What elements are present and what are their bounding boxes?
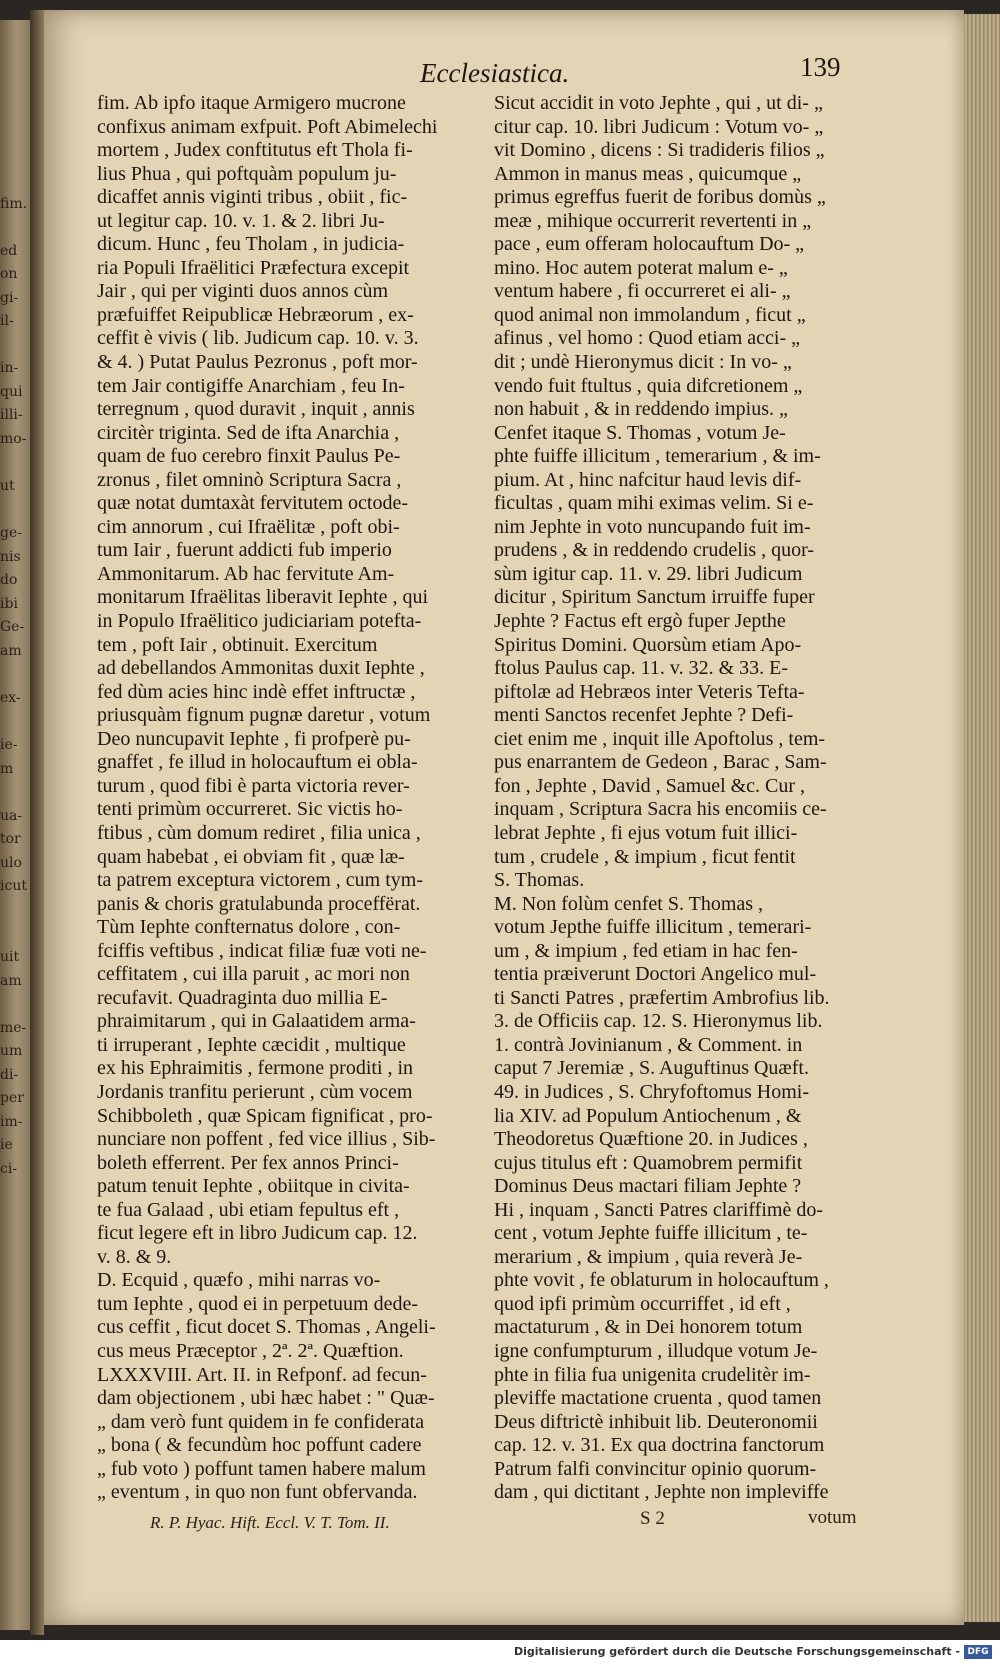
left-column-line: quam de fuo cerebro finxit Paulus Pe- [97, 445, 401, 468]
page-stack-edge [964, 14, 1000, 1622]
right-column-line: dicitur , Spiritum Sanctum irruiffe fuper [494, 586, 815, 609]
left-column-line: confixus animam exfpuit. Poft Abimelechi [97, 115, 438, 138]
left-column-line: & 4. ) Putat Paulus Pezronus , poft mor- [97, 351, 418, 374]
left-column-line: mortem , Judex conftitutus eft Thola fi- [97, 139, 413, 162]
running-head: Ecclesiastica. [420, 58, 570, 88]
left-column-line: D. Ecquid , quæfo , mihi narras vo- [97, 1269, 381, 1292]
left-column-line: boleth efferrent. Per fex annos Princi- [97, 1151, 399, 1174]
left-column-line: quam habebat , ei obviam fit , quæ læ- [97, 845, 405, 868]
opposite-page-fragment: fim. [0, 195, 28, 212]
opposite-page-fragment [0, 170, 28, 194]
opposite-page-fragment [0, 335, 28, 359]
catchword: votum [808, 1507, 857, 1528]
opposite-page-fragment [0, 924, 28, 948]
right-column-line: afinus , vel homo : Quod etiam acci- „ [494, 327, 801, 350]
left-column-line: Jordanis tranfitu perierunt , cùm vocem [97, 1080, 413, 1103]
left-column-line: tum Iephte , quod ei in perpetuum dede- [97, 1292, 419, 1315]
right-column-line: pace , eum offeram holocauftum Do- „ [494, 233, 805, 256]
right-column-line: caput 7 Jeremiæ , S. Auguftinus Quæft. [494, 1057, 809, 1080]
opposite-page-edge [0, 20, 30, 1630]
opposite-page-fragment: il- [0, 313, 14, 330]
left-column-line: tum Iair , fuerunt addicti fub imperio [97, 539, 392, 562]
right-column-line: phte vovit , fe oblaturum in holocauftum , [494, 1269, 829, 1292]
left-column-line: tem , poft Iair , obtinuit. Exercitum [97, 633, 378, 656]
left-column-line: ficut legere eft in libro Judicum cap. 12. [97, 1222, 418, 1245]
opposite-page-fragment [0, 994, 28, 1018]
right-column-line: M. Non folùm cenfet S. Thomas , [494, 892, 764, 915]
left-column-line: ria Populi Ifraëlitici Præfectura excepit [97, 256, 410, 279]
opposite-page-fragment: um [0, 1043, 23, 1060]
right-column-line: citur cap. 10. libri Judicum : Votum vo- „ [494, 115, 824, 138]
left-column-line: monitarum Ifraëlitas liberavit Iephte , qui [97, 586, 428, 609]
page-number: 139 [800, 52, 841, 82]
left-text-column [97, 92, 472, 1505]
left-column-line: zronus , filet omninò Scriptura Sacra , [97, 468, 402, 491]
right-column-line: prudens , & in reddendo crudelis , quor- [494, 539, 815, 562]
opposite-page-fragment: ua- [0, 807, 23, 824]
right-column-line: Hi , inquam , Sancti Patres clariffimè do- [494, 1198, 823, 1221]
left-column-line: Jair , qui per viginti duos annos cùm [97, 280, 389, 303]
left-column-line: fim. Ab ipfo itaque Armigero mucrone [97, 92, 406, 114]
left-column-line: ad debellandos Ammonitas duxit Iephte , [97, 657, 425, 680]
right-column-line: mactaturum , & in Dei honorem totum [494, 1316, 803, 1339]
opposite-page-fragment: am [0, 642, 22, 659]
opposite-page-fragment [0, 453, 28, 477]
right-column-line: mino. Hoc autem poterat malum e- „ [494, 256, 788, 279]
left-column-line: patum tenuit Iephte , obiitque in civita- [97, 1175, 410, 1198]
right-column-line: tentia præiverunt Doctori Angelico mul- [494, 963, 817, 986]
opposite-page-fragment [0, 900, 28, 924]
right-column-line: Dominus Deus mactari filiam Jephte ? [494, 1175, 802, 1198]
opposite-page-fragment: ex- [0, 690, 21, 707]
right-column-line: quod animal non immolandum , ficut „ [494, 303, 806, 326]
left-column-line: Ammonitarum. Ab hac fervitute Am- [97, 562, 395, 585]
left-column-line: „ fub voto ) poffunt tamen habere malum [97, 1457, 426, 1480]
digitization-footer [0, 1640, 1000, 1666]
opposite-page-fragment: in- [0, 360, 19, 377]
right-column-line: menti Sanctos recenfet Jephte ? Defi- [494, 704, 794, 727]
opposite-page-fragment: mo- [0, 431, 27, 448]
left-column-line: tenti primùm occurreret. Sic victis ho- [97, 798, 403, 821]
left-column-line: cim annorum , cui Ifraëlitæ , poft obi- [97, 515, 400, 538]
opposite-page-fragment [0, 712, 28, 736]
opposite-page-fragment: ibi [0, 595, 18, 612]
right-column-line: cujus titulus eft : Quamobrem permifit [494, 1151, 803, 1174]
right-column-line: phte fuiffe illicitum , temerarium , & im- [494, 445, 821, 468]
opposite-page-fragment: ut [0, 478, 15, 495]
left-column-line: gnaffet , fe illud in holocauftum ei obla- [97, 751, 418, 774]
signature-mark: S 2 [640, 1508, 665, 1529]
right-column-line: Spiritus Domini. Quorsùm etiam Apo- [494, 633, 802, 656]
right-column-line: Ammon in manus meas , quicumque „ [494, 162, 802, 185]
right-column-line: ciet enim me , inquit ille Apoftolus , tem- [494, 727, 826, 750]
opposite-page-fragment: on [0, 266, 18, 283]
opposite-page-fragment: ulo [0, 854, 22, 871]
right-column-line: tum , crudele , & impium , ficut fentit [494, 845, 796, 868]
opposite-page-fragment [0, 782, 28, 806]
left-column-line: „ eventum , in quo non funt obfervanda. [97, 1481, 418, 1504]
left-column-line: ut legitur cap. 10. v. 1. & 2. libri Ju- [97, 209, 385, 232]
right-column-line: cent , votum Jephte fuiffe illicitum , te- [494, 1222, 808, 1245]
opposite-page-fragment: gi- [0, 289, 19, 306]
right-column-line: lia XIV. ad Populum Antiochenum , & [494, 1104, 802, 1127]
opposite-page-fragment: ed [0, 242, 18, 259]
opposite-page-fragment: m [0, 760, 14, 777]
right-column-line: ti Sancti Patres , præfertim Ambrofius lib. [494, 986, 830, 1009]
right-column-line: phte in filia fua unigenita crudelitèr im- [494, 1363, 811, 1386]
left-column-line: ta patrem exceptura victorem , cum tym- [97, 869, 423, 892]
right-column-line: votum Jepthe fuiffe illicitum , temerari- [494, 916, 812, 939]
right-column-line: Jephte ? Factus eft ergò fuper Jepthe [494, 610, 786, 633]
right-column-line: cap. 12. v. 31. Ex qua doctrina fanctorum [494, 1434, 825, 1457]
left-column-line: nunciare non poffent , fed vice illius , Sib- [97, 1128, 436, 1151]
opposite-page-text-fragments [0, 170, 28, 1270]
left-column-line: tem Jair contigiffe Anarchiam , feu In- [97, 374, 405, 397]
left-column-line: Deo nuncupavit Iephte , fi profperè pu- [97, 727, 411, 750]
book-gutter [30, 10, 44, 1635]
left-column-line: dam objectionem , ubi hæc habet : " Quæ- [97, 1387, 435, 1410]
opposite-page-fragment: do [0, 572, 18, 589]
left-column-line: ceffitatem , cui illa paruit , ac mori non [97, 963, 410, 986]
right-column-line: fon , Jephte , David , Samuel &c. Cur , [494, 774, 806, 797]
left-column-line: ceffit è vivis ( lib. Judicum cap. 10. v. 3. [97, 327, 419, 350]
opposite-page-fragment: am [0, 972, 22, 989]
opposite-page-fragment: illi- [0, 407, 23, 424]
opposite-page-fragment [0, 664, 28, 688]
opposite-page-fragment: icut [0, 878, 27, 895]
left-column-line: phraimitarum , qui in Galaatidem arma- [97, 1010, 416, 1033]
opposite-page-fragment: ie [0, 1137, 13, 1154]
opposite-page-fragment: tor [0, 831, 21, 848]
opposite-page-fragment [0, 217, 28, 241]
right-column-line: non habuit , & in reddendo impius. „ [494, 398, 788, 421]
footer-credit-text: Digitalisierung gefördert durch die Deutsche Forschungsgemeinschaft - [513, 1645, 960, 1658]
right-column-line: vendo fuit ftultus , quia difcretionem „ [494, 374, 803, 397]
right-column-line: Sicut accidit in voto Jephte , qui , ut di- „ [494, 92, 823, 114]
left-column-line: circitèr triginta. Sed de ifta Anarchia , [97, 421, 400, 444]
left-column-line: cus ceffit , ficut docet S. Thomas , Angeli- [97, 1316, 436, 1339]
left-column-line: dicum. Hunc , feu Tholam , in judicia- [97, 233, 405, 256]
opposite-page-fragment: ci- [0, 1160, 18, 1177]
right-column-line: S. Thomas. [494, 869, 585, 892]
right-column-line: nim Jephte in voto nuncupando fuit im- [494, 515, 811, 538]
opposite-page-fragment: me- [0, 1019, 27, 1036]
left-column-line: ex his Ephraimitis , fermone proditi , in [97, 1057, 414, 1080]
left-column-line: te fua Galaad , ubi etiam fepultus eft , [97, 1198, 400, 1221]
left-column-line: fciffis veftibus , indicat filiæ fuæ voti ne- [97, 939, 427, 962]
left-column-line: lius Phua , qui poftquàm populum ju- [97, 162, 397, 185]
opposite-page-fragment [0, 500, 28, 524]
right-column-line: pium. At , hinc nafcitur haud levis dif- [494, 468, 802, 491]
right-column-line: um , & impium , fed etiam in hac fen- [494, 939, 798, 962]
right-column-line: meæ , mihique occurrerit revertenti in „ [494, 209, 812, 232]
left-column-line: recufavit. Quadraginta duo millia E- [97, 986, 388, 1009]
right-text-column [494, 92, 870, 1505]
left-column-line: v. 8. & 9. [97, 1245, 172, 1268]
opposite-page-fragment: uit [0, 949, 20, 966]
left-column-line: dicaffet annis viginti tribus , obiit , fic- [97, 186, 408, 209]
left-column-line: turum , quod fibi è parta victoria rever- [97, 774, 410, 797]
left-column-line: panis & choris gratulabunda proceffërat. [97, 892, 421, 915]
right-column-line: ftolus Paulus cap. 11. v. 32. & 33. E- [494, 657, 789, 680]
right-column-line: dit ; undè Hieronymus dicit : In vo- „ [494, 351, 792, 374]
right-column-line: Patrum falfi convincitur opinio quorum- [494, 1457, 817, 1480]
right-column-line: 3. de Officiis cap. 12. S. Hieronymus lib. [494, 1010, 823, 1033]
opposite-page-fragment: im- [0, 1113, 23, 1130]
opposite-page-fragment: ie- [0, 737, 18, 754]
left-column-line: præfuiffet Reipublicæ Hebræorum , ex- [97, 303, 414, 326]
left-column-line: Tùm Iephte confternatus dolore , con- [97, 916, 401, 939]
opposite-page-fragment: per [0, 1090, 24, 1107]
signature-line: R. P. Hyac. Hift. Eccl. V. T. Tom. II. [150, 1513, 390, 1532]
left-column-line: quæ notat dumtaxàt fervitutem octode- [97, 492, 409, 515]
left-column-line: ftibus , cùm domum rediret , filia unica , [97, 821, 421, 844]
right-column-line: Deus diftrictè inhibuit lib. Deuteronomii [494, 1410, 818, 1433]
right-column-line: piftolæ ad Hebræos inter Veteris Tefta- [494, 680, 805, 703]
left-column-line: LXXXVIII. Art. II. in Refponf. ad fecun- [97, 1363, 427, 1386]
opposite-page-fragment: nis [0, 548, 21, 565]
right-column-line: dam , qui dictitant , Jephte non impleviffe [494, 1481, 829, 1504]
left-column-line: „ bona ( & fecundùm hoc poffunt cadere [97, 1434, 422, 1457]
right-column-line: 1. contrà Jovinianum , & Comment. in [494, 1033, 803, 1056]
right-column-line: ventum habere , fi occurreret ei ali- „ [494, 280, 791, 303]
right-column-line: vit Domino , dicens : Si tradideris filios „ [494, 139, 825, 162]
left-column-line: fed dùm acies hinc indè effet inftructæ , [97, 680, 416, 703]
dfg-logo: DFG [964, 1645, 992, 1659]
right-column-line: igne confumpturum , illudque votum Je- [494, 1339, 818, 1362]
opposite-page-fragment: qui [0, 383, 23, 400]
left-column-line: priusquàm fignum pugnæ daretur , votum [97, 704, 431, 727]
right-column-line: merarium , & impium , quia reverà Je- [494, 1245, 803, 1268]
right-column-line: pleviffe mactatione cruenta , quod tamen [494, 1387, 822, 1410]
opposite-page-fragment: ge- [0, 525, 22, 542]
right-column-line: inquam , Scriptura Sacra his encomiis ce- [494, 798, 827, 821]
left-column-line: ti irruperant , Iephte cæcidit , multique [97, 1033, 406, 1056]
right-column-line: 49. in Judices , S. Chryfoftomus Homi- [494, 1080, 809, 1103]
right-column-line: Cenfet itaque S. Thomas , votum Je- [494, 421, 786, 444]
left-column-line: in Populo Ifraëlitico judiciariam potefta- [97, 610, 422, 633]
left-column-line: terregnum , quod duravit , inquit , annis [97, 398, 415, 421]
right-column-line: primus egreffus fuerit de foribus domùs „ [494, 186, 826, 209]
right-column-line: pus enarrantem de Gedeon , Barac , Sam- [494, 751, 827, 774]
right-column-line: sùm igitur cap. 11. v. 29. libri Judicum [494, 562, 803, 585]
left-column-line: cus meus Præceptor , 2ª. 2ª. Quæftion. [97, 1339, 404, 1362]
right-column-line: quod ipfi primùm occurriffet , id eft , [494, 1292, 791, 1315]
right-column-line: lebrat Jephte , fi ejus votum fuit illici- [494, 821, 798, 844]
right-column-line: Theodoretus Quæftione 20. in Judices , [494, 1128, 808, 1151]
left-column-line: „ dam verò funt quidem in fe confiderata [97, 1410, 425, 1433]
left-column-line: Schibboleth , quæ Spicam fignificat , pro- [97, 1104, 433, 1127]
opposite-page-fragment: di- [0, 1066, 19, 1083]
opposite-page-fragment: Ge- [0, 619, 25, 636]
right-column-line: ficultas , quam mihi eximas velim. Si e- [494, 492, 814, 515]
